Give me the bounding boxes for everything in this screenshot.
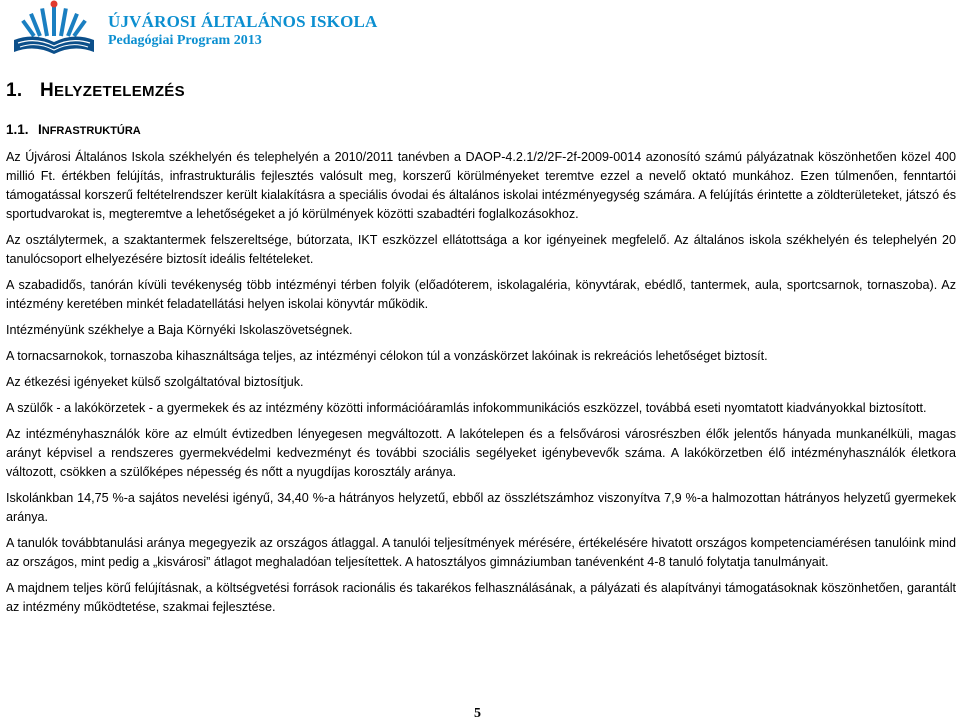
paragraph: Az osztálytermek, a szaktantermek felszereltsége, bútorzata, IKT eszközzel ellátottsága a kor igényeinek megfelelő. Az általános iskola székhelyén és telephelyén 20 tanulócsoport elhelyezésére biztosít ideális feltételeket. (6, 233, 956, 266)
paragraph: A szabadidős, tanórán kívüli tevékenység több intézményi térben folyik (előadóterem, iskolagaléria, könyvtárak, ebédlő, tantermek, aula, sportcsarnok, tornaszoba). Az intézmény keretében minkét feladatellátási helyen iskolai könyvtár működik. (6, 278, 956, 311)
section-number: 1. (6, 80, 23, 101)
section-title-initial: H (40, 80, 55, 101)
paragraph: A tornacsarnokok, tornaszoba kihasználtsága teljes, az intézményi célokon túl a vonzáskörzet lakóinak is rekreációs lehetőséget biztosít. (6, 349, 768, 363)
program-name: Pedagógiai Program 2013 (108, 33, 262, 48)
paragraph: A tanulók továbbtanulási aránya megegyezik az országos átlaggal. A tanulói teljesítmények mérésére, értékelésére hivatott országos kompetenciamérésen tanulóink mind az országos, mint pedig a „kisvárosi” átlagot meghaladóan teljesítettek. A hatosztályos gimnáziumban tanévenként 4-8 tanuló folytatja tanulmányait. (6, 536, 956, 569)
paragraph: Intézményünk székhelye a Baja Környéki Iskolaszövetségnek. (6, 323, 353, 337)
page-number: 5 (474, 706, 481, 721)
book-tree-logo-icon (6, 0, 102, 58)
subsection-heading (6, 122, 141, 137)
paragraph: Az Újvárosi Általános Iskola székhelyén és telephelyén a 2010/2011 tanévben a DAOP-4.2.1/2/2F-2f-2009-0014 azonosító számú pályázatnak köszönhetően közel 400 millió Ft. értékben felújítás, infrastrukturális fejlesztés valósult meg, korszerű körülményeket teremtve ezzel a nevelő oktató munkához. Ezen túlmenően, fenntartói támogatással korszerű feltételrendszer került kialakításra a speciális óvodai és általános iskolai intézményegység számára. A felújítás érintette a zöldterületeket, játszó és sportudvarokat is, megteremtve a lehetőségeket a jó körülmények közötti szabadtéri foglalkozásokhoz. (6, 150, 956, 221)
subsection-number: 1.1. (6, 122, 29, 137)
body-text (6, 148, 956, 624)
paragraph: Az étkezési igényeket külső szolgáltatóval biztosítjuk. (6, 375, 304, 389)
paragraph: Az intézményhasználók köre az elmúlt évtizedben lényegesen megváltozott. A lakótelepen és a felsővárosi városrészben élők jelentős hányada munkanélküli, magas arányt képvisel a rendszeres gyermekvédelmi kedvezményt és további szociális segélyeket igénybevevők száma. A lakókörzetben élő intézményhasználók életkora változott, csökken a szülőképes népesség és nőtt a nyugdíjas korosztály aránya. (6, 427, 956, 479)
page-header (0, 0, 960, 60)
section-title-rest: ELYZETELEMZÉS (54, 83, 185, 100)
subsection-title-rest: NFRASTRUKTÚRA (41, 125, 141, 137)
paragraph: Iskolánkban 14,75 %-a sajátos nevelési igényű, 34,40 %-a hátrányos helyzetű, ebből az összlétszámhoz viszonyítva 7,9 %-a halmozottan hátrányos helyzetű gyermekek aránya. (6, 491, 956, 524)
paragraph: A majdnem teljes körű felújításnak, a költségvetési források racionális és takarékos felhasználásának, a pályázati és alapítványi támogatásoknak köszönhetően, garantált az intézmény működtetése, szakmai fejlesztése. (6, 581, 956, 614)
school-name: ÚJVÁROSI ÁLTALÁNOS ISKOLA (108, 12, 378, 31)
section-heading (6, 80, 185, 102)
paragraph: A szülők - a lakókörzetek - a gyermekek és az intézmény közötti információáramlás infokommunikációs eszközzel, továbbá eseti nyomtatott kiadványokkal biztosított. (6, 401, 927, 415)
subsection-title-initial: I (38, 122, 42, 137)
